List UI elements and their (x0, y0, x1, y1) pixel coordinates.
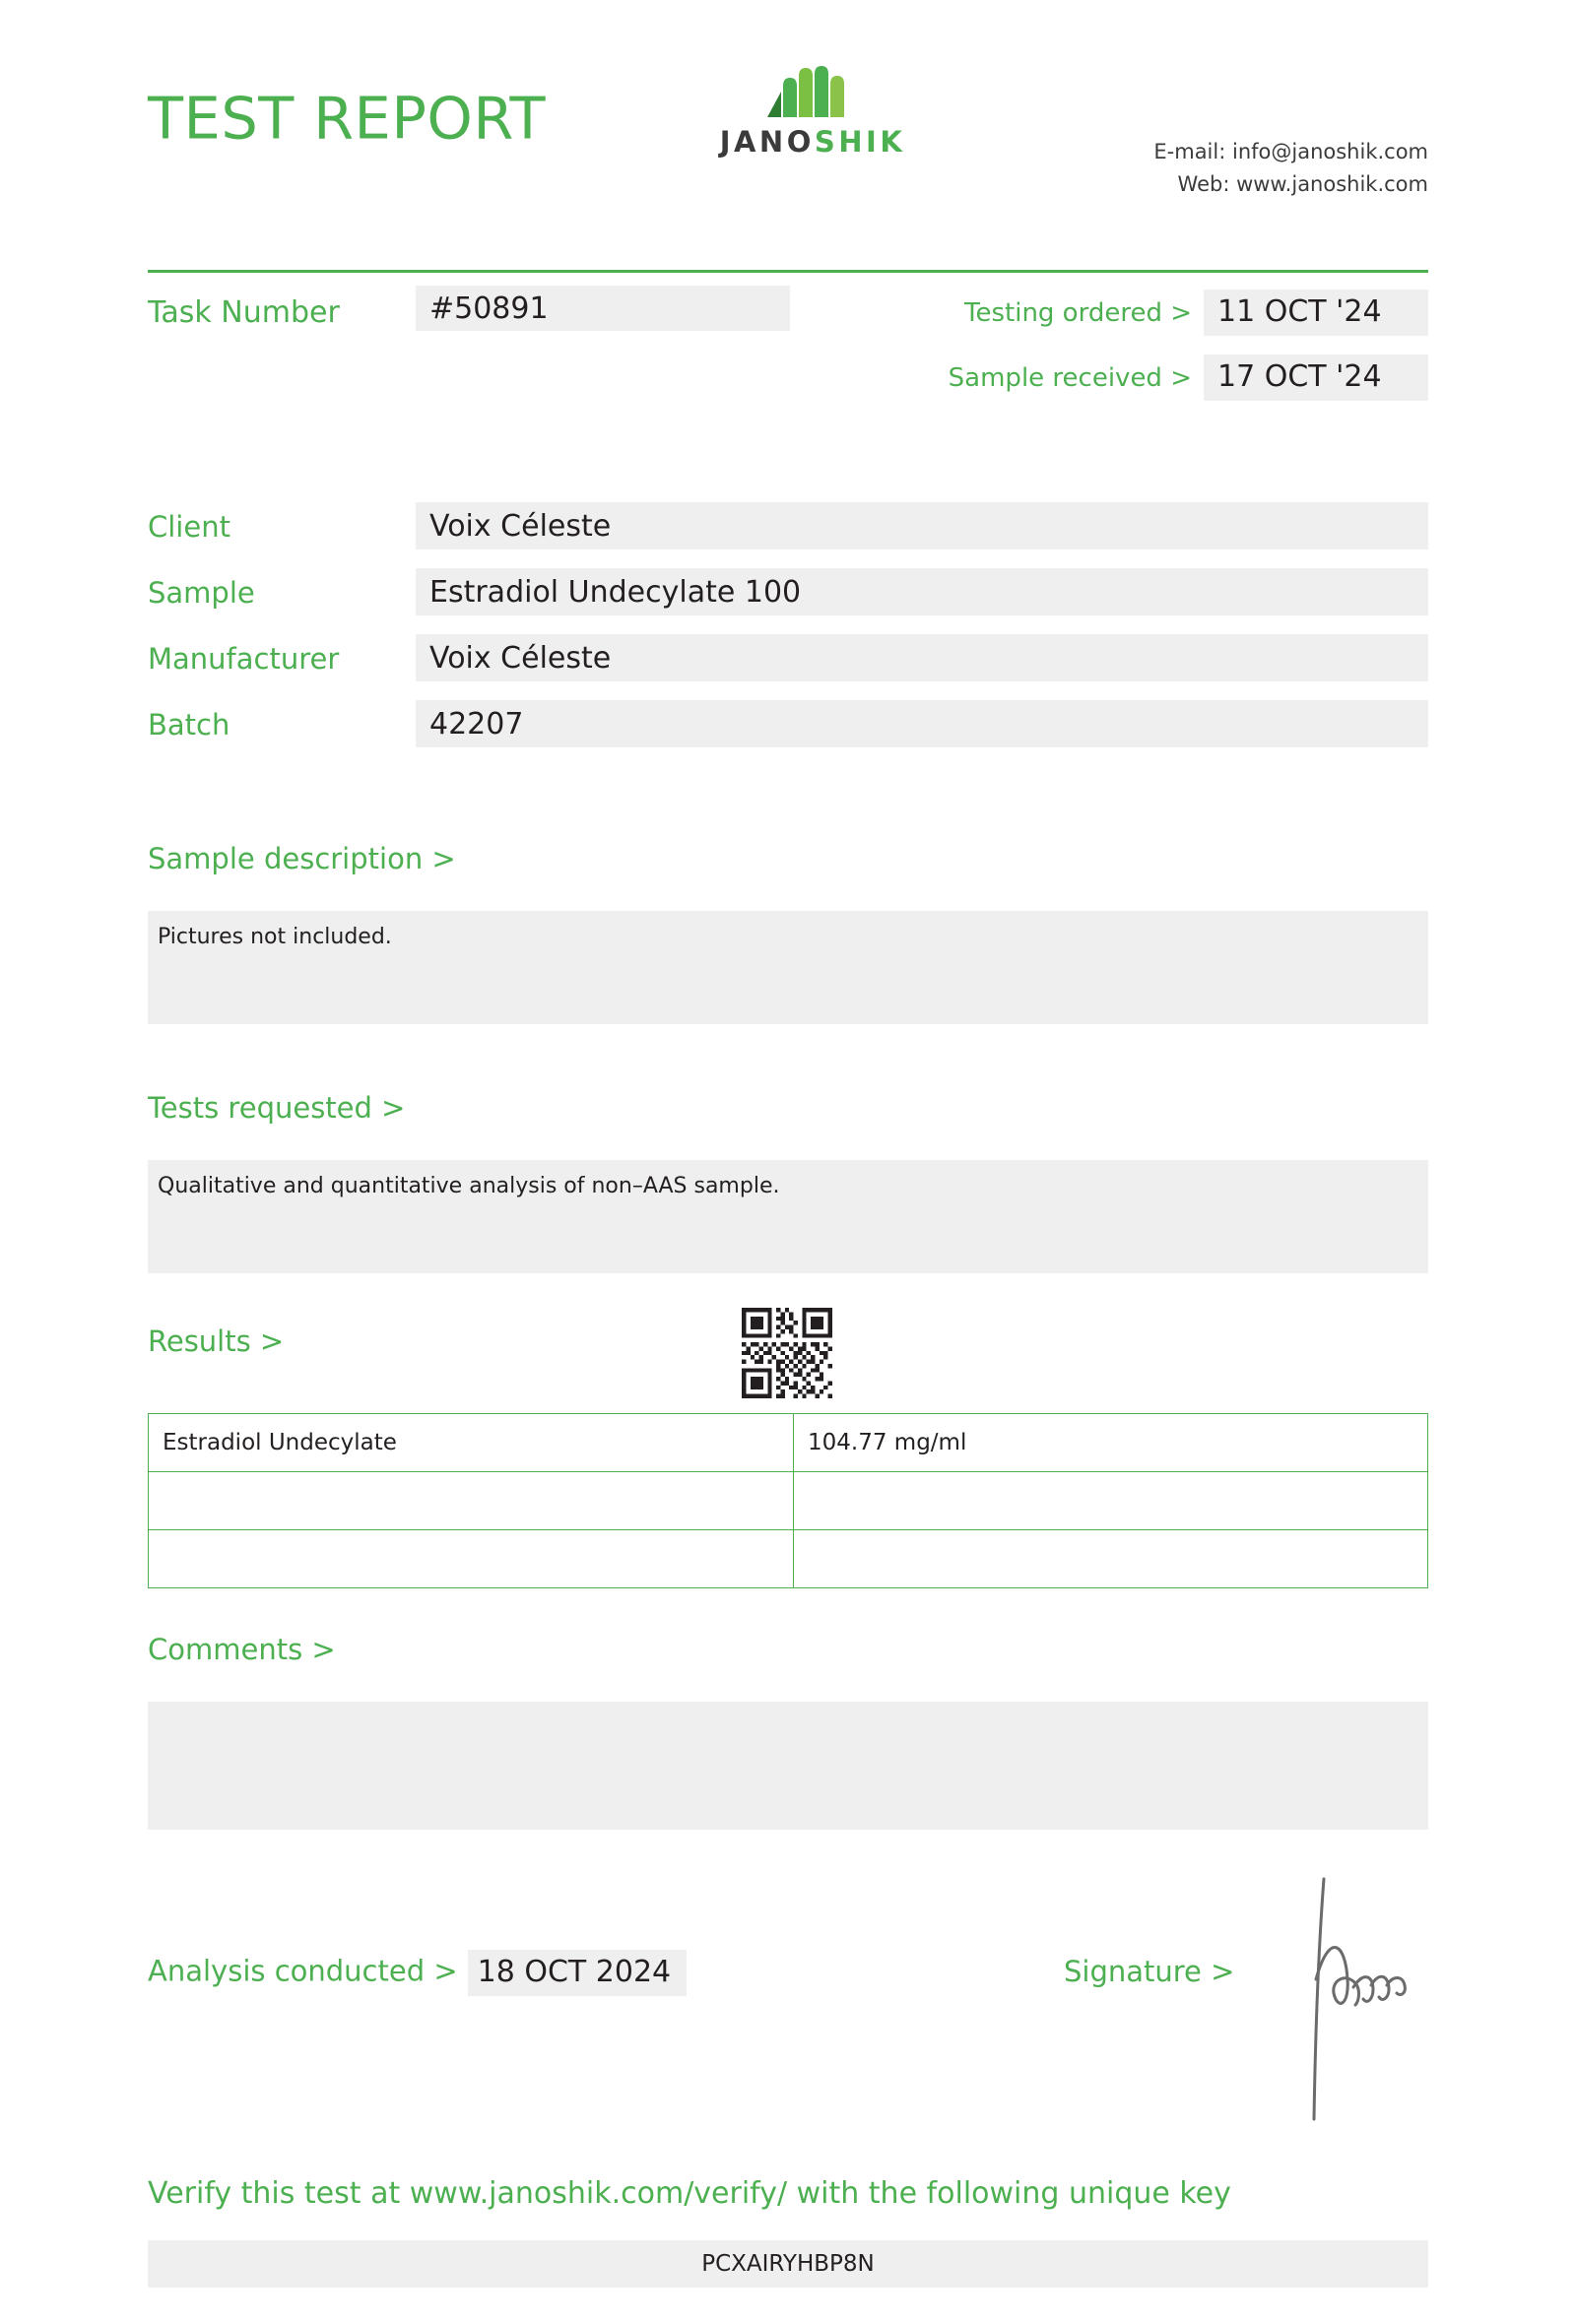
task-row (148, 291, 1428, 404)
info-row-manufacturer (148, 634, 1428, 700)
manufacturer-value: Voix Céleste (416, 634, 1428, 681)
contact-web: Web: www.janoshik.com (1177, 172, 1428, 196)
batch-label: Batch (148, 708, 230, 742)
sample-info (148, 502, 1428, 766)
logo-wordmark (685, 125, 941, 159)
analysis-conducted-row (148, 1950, 687, 1996)
company-logo (685, 64, 941, 159)
info-row-client (148, 502, 1428, 568)
testing-ordered-value: 11 OCT '24 (1204, 290, 1428, 336)
client-value: Voix Céleste (416, 502, 1428, 549)
sample-description-box (148, 911, 1428, 1024)
qr-code (734, 1308, 840, 1398)
mountains-icon (685, 64, 941, 119)
verify-key: PCXAIRYHBP8N (148, 2240, 1428, 2288)
table-row (149, 1414, 1428, 1472)
result-amount (794, 1472, 1428, 1530)
sample-received-value: 17 OCT '24 (1204, 355, 1428, 401)
task-number-label: Task Number (148, 295, 340, 330)
sample-label: Sample (148, 576, 255, 610)
result-amount (794, 1530, 1428, 1588)
task-number-value: #50891 (416, 286, 790, 331)
comments-text (148, 1702, 1428, 1715)
analysis-conducted-date: 18 OCT 2024 (468, 1950, 687, 1996)
batch-value: 42207 (416, 700, 1428, 747)
result-substance (149, 1472, 794, 1530)
result-amount: 104.77 mg/ml (794, 1414, 1428, 1472)
table-row (149, 1530, 1428, 1588)
testing-ordered-row (964, 290, 1428, 333)
info-row-sample (148, 568, 1428, 634)
tests-requested-box (148, 1160, 1428, 1273)
logo-word-dark: JANO (719, 125, 815, 159)
comments-box (148, 1702, 1428, 1830)
results-heading: Results > (148, 1324, 285, 1358)
results-table (148, 1413, 1428, 1588)
verify-text: Verify this test at www.janoshik.com/verify/ with the following unique key (148, 2176, 1231, 2211)
sample-received-row (949, 355, 1428, 398)
info-row-batch (148, 700, 1428, 766)
sample-description-heading: Sample description > (148, 842, 456, 875)
page-title: TEST REPORT (148, 84, 547, 153)
sample-value: Estradiol Undecylate 100 (416, 568, 1428, 615)
testing-ordered-label: Testing ordered > (964, 297, 1192, 328)
manufacturer-label: Manufacturer (148, 642, 340, 676)
report-header (148, 0, 1428, 196)
tests-requested-text: Qualitative and quantitative analysis of non–AAS sample. (158, 1174, 780, 1198)
client-label: Client (148, 510, 230, 544)
contact-email: E-mail: info@janoshik.com (1153, 140, 1428, 163)
signature-mark (1290, 1871, 1428, 2127)
sample-received-label: Sample received > (948, 362, 1192, 393)
comments-heading: Comments > (148, 1633, 336, 1666)
table-row (149, 1472, 1428, 1530)
sample-description-text: Pictures not included. (158, 925, 392, 949)
result-substance: Estradiol Undecylate (149, 1414, 794, 1472)
signature-label: Signature > (1064, 1955, 1235, 1988)
logo-word-green: SHIK (814, 125, 906, 159)
contact-info (1153, 136, 1428, 201)
header-divider (148, 270, 1428, 273)
result-substance (149, 1530, 794, 1588)
tests-requested-heading: Tests requested > (148, 1091, 406, 1125)
analysis-conducted-label: Analysis conducted > (148, 1954, 458, 1988)
